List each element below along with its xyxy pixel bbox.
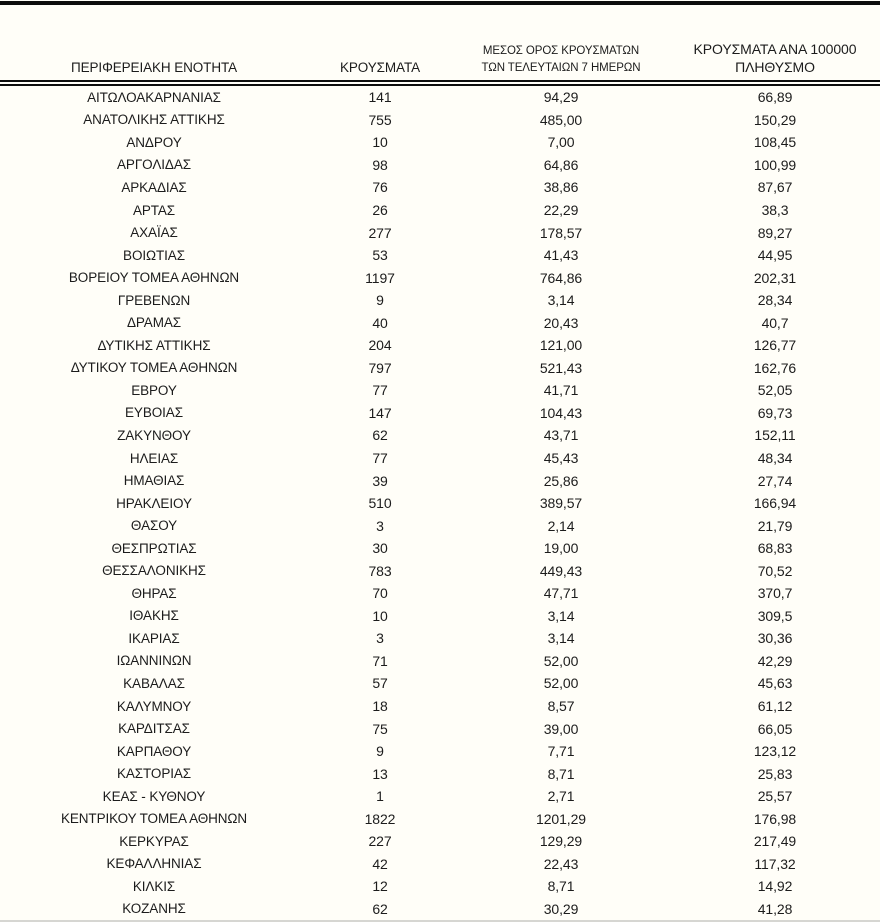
region-name: ΚΑΣΤΟΡΙΑΣ [116, 766, 192, 782]
cases-value: 9 [376, 292, 384, 309]
table-row [0, 109, 880, 132]
per100k-value: 66,89 [757, 89, 793, 106]
region-name: ΑΝΔΡΟΥ [126, 134, 182, 150]
avg7-value: 52,00 [543, 652, 579, 669]
per100k-value: 166,94 [753, 495, 797, 512]
cases-value: 1 [376, 788, 384, 805]
cases-value: 783 [368, 562, 392, 579]
avg7-value: 8,71 [547, 765, 575, 782]
header-avg-7day-line2: ΤΩΝ ΤΕΛΕΥΤΑΙΩΝ 7 ΗΜΕΡΩΝ [481, 61, 641, 74]
cases-value: 76 [372, 179, 388, 196]
table-row [0, 808, 880, 831]
table-row [0, 605, 880, 628]
per100k-value: 87,67 [757, 179, 793, 196]
avg7-value: 521,43 [539, 359, 583, 376]
per100k-value: 309,5 [757, 607, 793, 624]
table-row [0, 357, 880, 380]
cases-value: 40 [372, 314, 388, 331]
avg7-value: 25,86 [543, 472, 579, 489]
region-name: ΙΚΑΡΙΑΣ [128, 630, 180, 646]
table-row [0, 740, 880, 763]
avg7-value: 19,00 [543, 540, 579, 557]
avg7-value: 20,43 [543, 314, 579, 331]
per100k-value: 25,57 [757, 788, 793, 805]
per100k-value: 117,32 [754, 855, 796, 872]
per100k-value: 217,49 [753, 833, 797, 850]
cases-value: 70 [372, 585, 388, 602]
per100k-value: 70,52 [757, 562, 793, 579]
region-name: ΔΥΤΙΚΟΥ ΤΟΜΕΑ ΑΘΗΝΩΝ [70, 360, 238, 376]
avg7-value: 2,14 [547, 517, 575, 534]
region-name: ΚΑΡΔΙΤΣΑΣ [118, 721, 190, 737]
avg7-value: 41,43 [543, 247, 579, 264]
table-row [0, 514, 880, 537]
region-name: ΚΕΦΑΛΛΗΝΙΑΣ [106, 856, 202, 872]
cases-value: 39 [372, 472, 388, 489]
header-regional-unit [0, 5, 308, 80]
region-name: ΙΘΑΚΗΣ [129, 608, 179, 624]
avg7-value: 94,29 [543, 89, 579, 106]
region-name: ΑΧΑΪΑΣ [130, 225, 178, 241]
header-regional-unit-label: ΠΕΡΙΦΕΡΕΙΑΚΗ ΕΝΟΤΗΤΑ [70, 60, 238, 75]
cases-value: 42 [372, 855, 388, 872]
per100k-value: 30,36 [757, 630, 793, 647]
region-name: ΙΩΑΝΝΙΝΩΝ [116, 653, 192, 669]
avg7-value: 764,86 [539, 269, 583, 286]
header-cases [308, 5, 452, 80]
region-name: ΚΑΒΑΛΑΣ [123, 675, 185, 691]
cases-value: 77 [372, 450, 388, 467]
table-row [0, 154, 880, 177]
table-row [0, 176, 880, 199]
cases-value: 12 [372, 878, 388, 895]
table-row [0, 650, 880, 673]
table-row [0, 830, 880, 853]
per100k-value: 126,77 [753, 337, 797, 354]
cases-value: 62 [372, 900, 388, 917]
cases-value: 141 [368, 89, 392, 106]
table-row [0, 469, 880, 492]
cases-value: 13 [372, 765, 388, 782]
header-avg-7day-line1: ΜΕΣΟΣ ΟΡΟΣ ΚΡΟΥΣΜΑΤΩΝ [482, 45, 640, 57]
per100k-value: 202,31 [753, 269, 797, 286]
avg7-value: 22,29 [543, 202, 579, 218]
avg7-value: 7,00 [547, 134, 575, 151]
avg7-value: 121,00 [539, 337, 583, 354]
avg7-value: 449,43 [539, 562, 583, 579]
per100k-value: 152,11 [754, 427, 796, 444]
per100k-value: 100,99 [753, 156, 797, 173]
avg7-value: 3,14 [547, 630, 575, 647]
per100k-value: 150,29 [753, 111, 797, 128]
table-header-row [0, 5, 880, 80]
cases-value: 3 [376, 517, 384, 534]
cases-value: 30 [372, 540, 388, 557]
avg7-value: 38,86 [543, 179, 579, 196]
table-row [0, 266, 880, 289]
cases-value: 1197 [365, 269, 395, 286]
per100k-value: 61,12 [757, 698, 793, 715]
per100k-value: 69,73 [757, 404, 793, 421]
avg7-value: 30,29 [543, 900, 579, 917]
cases-value: 510 [368, 495, 392, 512]
cases-value: 62 [372, 427, 388, 444]
avg7-value: 47,71 [543, 585, 579, 602]
cases-value: 26 [372, 202, 388, 218]
region-name: ΑΡΚΑΔΙΑΣ [121, 179, 187, 195]
cases-value: 227 [368, 833, 392, 850]
region-name: ΑΡΓΟΛΙΔΑΣ [117, 157, 191, 173]
table-row [0, 424, 880, 447]
per100k-value: 108,45 [753, 134, 797, 151]
avg7-value: 104,43 [539, 404, 583, 421]
region-name: ΑΡΤΑΣ [132, 202, 176, 218]
table-body [0, 86, 880, 920]
table-row [0, 86, 880, 109]
table-row [0, 875, 880, 898]
per100k-value: 27,74 [757, 472, 793, 489]
avg7-value: 3,14 [547, 292, 575, 309]
cases-value: 53 [372, 247, 388, 264]
region-name: ΗΜΑΘΙΑΣ [123, 473, 185, 489]
region-name: ΕΒΡΟΥ [131, 382, 177, 398]
table-row [0, 289, 880, 312]
per100k-value: 44,95 [757, 247, 793, 264]
header-per-100k-line1: ΚΡΟΥΣΜΑΤΑ ΑΝΑ 100000 [693, 41, 857, 57]
cases-value: 147 [368, 404, 392, 421]
table-row [0, 379, 880, 402]
cases-value: 797 [368, 359, 392, 376]
region-name: ΗΛΕΙΑΣ [129, 450, 179, 466]
table-row [0, 717, 880, 740]
cases-value: 71 [372, 652, 388, 669]
table-row [0, 244, 880, 267]
region-name: ΚΟΖΑΝΗΣ [122, 901, 186, 917]
table-row [0, 672, 880, 695]
region-name: ΚΑΡΠΑΘΟΥ [116, 743, 192, 759]
region-name: ΚΕΡΚΥΡΑΣ [119, 833, 189, 849]
region-name: ΚΕΑΣ - ΚΥΘΝΟΥ [102, 788, 206, 804]
per100k-value: 45,63 [757, 675, 793, 692]
header-per-100k [670, 5, 880, 80]
per100k-value: 21,79 [757, 517, 793, 534]
region-name: ΕΥΒΟΙΑΣ [125, 405, 183, 421]
avg7-value: 22,43 [543, 855, 579, 872]
per100k-value: 162,76 [753, 359, 797, 376]
header-cases-label: ΚΡΟΥΣΜΑΤΑ [339, 60, 421, 75]
per100k-value: 28,34 [757, 292, 793, 309]
region-name: ΔΥΤΙΚΗΣ ΑΤΤΙΚΗΣ [97, 337, 211, 353]
table-row [0, 131, 880, 154]
per100k-value: 52,05 [757, 382, 793, 399]
per100k-value: 25,83 [757, 765, 793, 782]
avg7-value: 1201,29 [536, 810, 586, 827]
cases-value: 755 [368, 111, 392, 128]
per100k-value: 42,29 [757, 652, 793, 669]
avg7-value: 45,43 [543, 450, 579, 467]
table-row [0, 785, 880, 808]
region-name: ΘΗΡΑΣ [131, 585, 177, 601]
region-name: ΒΟΙΩΤΙΑΣ [123, 247, 185, 263]
per100k-value: 370,7 [757, 585, 793, 602]
cases-value: 3 [376, 630, 384, 647]
cases-value: 10 [372, 607, 388, 624]
table-row [0, 334, 880, 357]
region-name: ΚΑΛΥΜΝΟΥ [116, 698, 192, 714]
region-name: ΘΑΣΟΥ [130, 518, 178, 534]
cases-value: 77 [372, 382, 388, 399]
avg7-value: 8,71 [547, 878, 575, 895]
cases-value: 277 [368, 224, 392, 241]
cases-value: 18 [372, 698, 388, 715]
cases-value: 204 [368, 337, 392, 354]
region-name: ΚΙΛΚΙΣ [132, 878, 176, 894]
per100k-value: 38,3 [761, 202, 789, 218]
table-row [0, 762, 880, 785]
per100k-value: 123,12 [753, 743, 797, 760]
table-row [0, 221, 880, 244]
table-row [0, 311, 880, 334]
table-row [0, 402, 880, 425]
region-name: ΒΟΡΕΙΟΥ ΤΟΜΕΑ ΑΘΗΝΩΝ [68, 270, 240, 286]
region-name: ΓΡΕΒΕΝΩΝ [117, 292, 191, 308]
table-row [0, 853, 880, 876]
cases-value: 9 [376, 743, 384, 760]
region-name: ΑΙΤΩΛΟΑΚΑΡΝΑΝΙΑΣ [87, 89, 221, 105]
per100k-value: 68,83 [757, 540, 793, 557]
avg7-value: 52,00 [543, 675, 579, 692]
table-row [0, 447, 880, 470]
table-row [0, 492, 880, 515]
avg7-value: 64,86 [543, 156, 579, 173]
avg7-value: 178,57 [539, 224, 583, 241]
region-name: ΑΝΑΤΟΛΙΚΗΣ ΑΤΤΙΚΗΣ [83, 112, 225, 128]
avg7-value: 3,14 [547, 607, 575, 624]
table-row [0, 627, 880, 650]
region-name: ΖΑΚΥΝΘΟΥ [117, 427, 191, 443]
cases-value: 98 [372, 156, 388, 173]
avg7-value: 485,00 [539, 111, 583, 128]
cases-value: 10 [372, 134, 388, 151]
avg7-value: 129,29 [539, 833, 583, 850]
per100k-value: 66,05 [757, 720, 793, 737]
avg7-value: 43,71 [543, 427, 579, 444]
table-row [0, 199, 880, 222]
per100k-value: 89,27 [757, 224, 793, 241]
avg7-value: 2,71 [547, 788, 575, 805]
avg7-value: 7,71 [547, 743, 575, 760]
avg7-value: 41,71 [543, 382, 579, 399]
avg7-value: 39,00 [543, 720, 579, 737]
region-name: ΔΡΑΜΑΣ [126, 315, 182, 331]
avg7-value: 389,57 [539, 495, 583, 512]
per100k-value: 48,34 [757, 450, 793, 467]
cases-value: 75 [372, 720, 388, 737]
table-row [0, 898, 880, 921]
table-row [0, 582, 880, 605]
table-row [0, 537, 880, 560]
region-name: ΗΡΑΚΛΕΙΟΥ [116, 495, 192, 511]
per100k-value: 41,28 [757, 900, 793, 917]
cases-value: 1822 [364, 810, 396, 827]
cases-value: 57 [372, 675, 388, 692]
per100k-value: 176,98 [753, 810, 797, 827]
table-row [0, 695, 880, 718]
region-name: ΘΕΣΠΡΩΤΙΑΣ [111, 540, 197, 556]
per100k-value: 40,7 [761, 314, 789, 331]
region-name: ΚΕΝΤΡΙΚΟΥ ΤΟΜΕΑ ΑΘΗΝΩΝ [60, 811, 248, 827]
region-name: ΘΕΣΣΑΛΟΝΙΚΗΣ [102, 563, 206, 579]
header-per-100k-line2: ΠΛΗΘΥΣΜΟ [735, 58, 815, 75]
table-row [0, 559, 880, 582]
per100k-value: 14,92 [757, 878, 793, 895]
header-avg-7day [452, 5, 670, 80]
avg7-value: 8,57 [547, 698, 575, 715]
